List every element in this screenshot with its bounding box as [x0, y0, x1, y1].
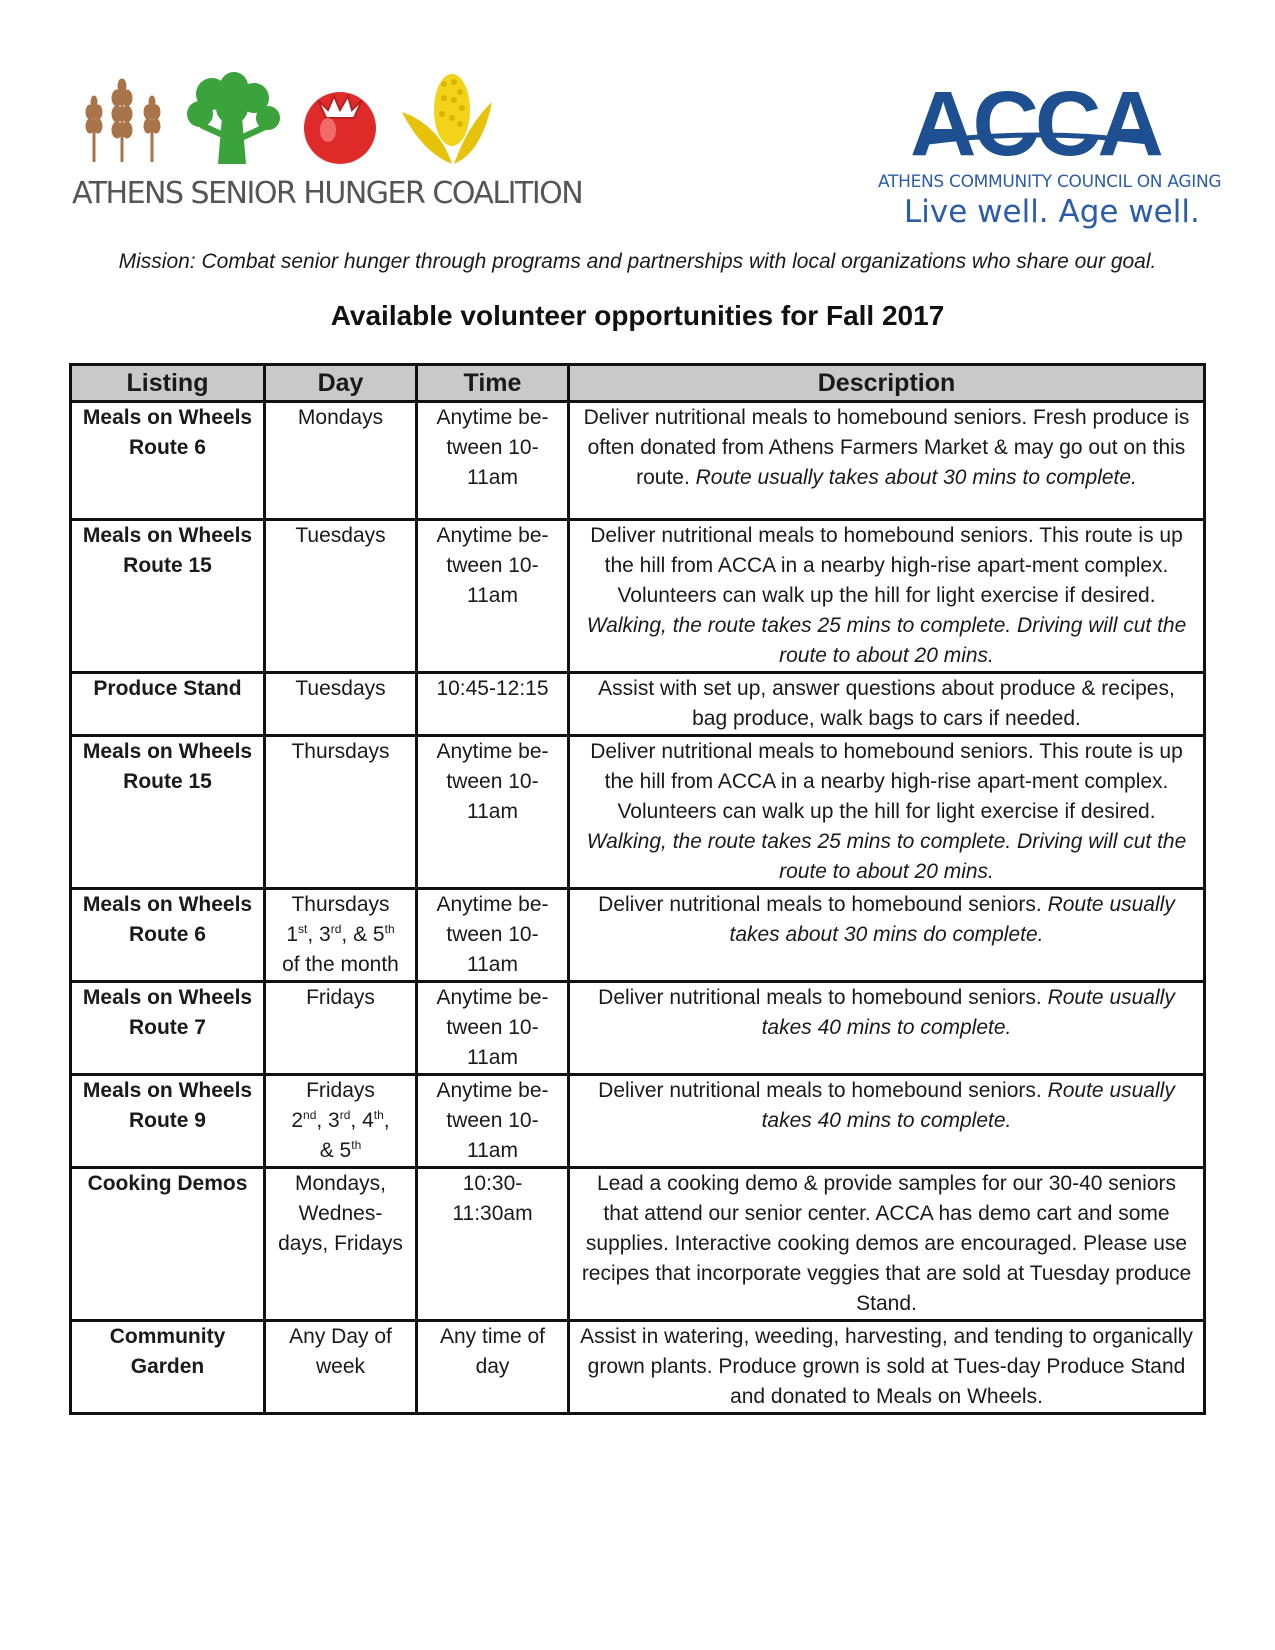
time-cell: Anytime be-tween 10-11am	[417, 402, 569, 520]
ordinal-suffix: rd	[339, 1108, 351, 1122]
athens-senior-hunger-coalition-logo	[72, 72, 583, 212]
description-note: Route usually takes 40 mins to complete.	[761, 986, 1175, 1039]
header-description: Description	[569, 365, 1205, 402]
table-row	[71, 1168, 1205, 1321]
wheat-icon	[86, 79, 160, 162]
listing-cell: Community Garden	[71, 1321, 265, 1414]
description-note: Route usually takes about 30 mins do complete.	[729, 893, 1175, 946]
header-day: Day	[265, 365, 417, 402]
day-cell: Thursdays 1st, 3rd, & 5th of the month	[265, 889, 417, 982]
ordinal-suffix: th	[351, 1138, 362, 1152]
description-cell: Assist with set up, answer questions about produce & recipes, bag produce, walk bags to cars if needed.	[569, 673, 1205, 736]
listing-cell: Cooking Demos	[71, 1168, 265, 1321]
table-row	[71, 673, 1205, 736]
time-cell: Any time of day	[417, 1321, 569, 1414]
time-cell: Anytime be-tween 10-11am	[417, 520, 569, 673]
listing-cell: Meals on Wheels Route 15	[71, 520, 265, 673]
description-cell: Deliver nutritional meals to homebound seniors. Route usually takes 40 mins to complete.	[569, 982, 1205, 1075]
description-cell: Deliver nutritional meals to homebound seniors. Route usually takes 40 mins to complete.	[569, 1075, 1205, 1168]
time-cell: Anytime be-tween 10-11am	[417, 1075, 569, 1168]
description-cell: Deliver nutritional meals to homebound seniors. This route is up the hill from ACCA in a nearby high-rise apart-ment complex. Volunteers can walk up the hill for light exercise if desired. Walking, the route takes 25 mins to complete. Driving will cut the route to about 20 mins.	[569, 520, 1205, 673]
listing-cell: Meals on Wheels Route 15	[71, 736, 265, 889]
listing-cell: Meals on Wheels Route 6	[71, 889, 265, 982]
day-cell: Tuesdays	[265, 673, 417, 736]
description-cell: Assist in watering, weeding, harvesting, and tending to organically grown plants. Produce grown is sold at Tues-day Produce Stand and donated to Meals on Wheels.	[569, 1321, 1205, 1414]
table-row	[71, 982, 1205, 1075]
day-cell: Any Day of week	[265, 1321, 417, 1414]
table-row	[71, 1321, 1205, 1414]
description-note: Route usually takes about 30 mins to complete.	[695, 466, 1137, 489]
table-header-row	[71, 365, 1205, 402]
description-note: Walking, the route takes 25 mins to complete. Driving will cut the route to about 20 mins.	[586, 830, 1187, 883]
table-row	[71, 402, 1205, 520]
time-cell: Anytime be-tween 10-11am	[417, 736, 569, 889]
day-cell: Thursdays	[265, 736, 417, 889]
listing-cell: Meals on Wheels Route 9	[71, 1075, 265, 1168]
description-cell: Deliver nutritional meals to homebound seniors. Fresh produce is often donated from Athens Farmers Market & may go out on this route. Route usually takes about 30 mins to complete.	[569, 402, 1205, 520]
swoosh-icon	[928, 132, 1148, 146]
day-cell: Tuesdays	[265, 520, 417, 673]
time-cell: Anytime be-tween 10-11am	[417, 889, 569, 982]
listing-cell: Meals on Wheels Route 6	[71, 402, 265, 520]
description-cell: Deliver nutritional meals to homebound seniors. This route is up the hill from ACCA in a nearby high-rise apart-ment complex. Volunteers can walk up the hill for light exercise if desired. Walking, the route takes 25 mins to complete. Driving will cut the route to about 20 mins.	[569, 736, 1205, 889]
mission-statement: Mission: Combat senior hunger through programs and partnerships with local organizations who share our goal.	[118, 250, 1157, 273]
table-row	[71, 520, 1205, 673]
broccoli-icon	[187, 72, 280, 164]
day-cell: Fridays	[265, 982, 417, 1075]
header-time: Time	[417, 365, 569, 402]
description-cell: Deliver nutritional meals to homebound seniors. Route usually takes about 30 mins do complete.	[569, 889, 1205, 982]
coalition-name: ATHENS SENIOR HUNGER COALITION	[72, 176, 583, 211]
opportunities-table	[69, 363, 1206, 1415]
day-cell: Mondays	[265, 402, 417, 520]
acca-full-name: ATHENS COMMUNITY COUNCIL ON AGING	[878, 172, 1222, 192]
header-listing: Listing	[71, 365, 265, 402]
time-cell: Anytime be-tween 10-11am	[417, 982, 569, 1075]
time-cell: 10:30-11:30am	[417, 1168, 569, 1321]
listing-cell: Produce Stand	[71, 673, 265, 736]
corn-icon	[402, 74, 492, 164]
table-row	[71, 1075, 1205, 1168]
page-title: Available volunteer opportunities for Fall 2017	[330, 300, 945, 331]
ordinal-suffix: rd	[330, 922, 342, 936]
ordinal-suffix: st	[298, 922, 308, 936]
listing-cell: Meals on Wheels Route 7	[71, 982, 265, 1075]
table-row	[71, 889, 1205, 982]
acca-logo	[868, 73, 1222, 230]
acca-mark: ACCA	[910, 73, 1160, 175]
description-note: Walking, the route takes 25 mins to complete. Driving will cut the route to about 20 mins.	[586, 614, 1187, 667]
time-cell: 10:45-12:15	[417, 673, 569, 736]
day-cell: Mondays, Wednes-days, Fridays	[265, 1168, 417, 1321]
day-cell: Fridays 2nd, 3rd, 4th, & 5th	[265, 1075, 417, 1168]
tomato-icon	[304, 92, 376, 164]
description-cell: Lead a cooking demo & provide samples for our 30-40 seniors that attend our senior center. ACCA has demo cart and some supplies. Interactive cooking demos are encouraged. Please use recipes that incorporate veggies that are sold at Tuesday produce Stand.	[569, 1168, 1205, 1321]
description-note: Route usually takes 40 mins to complete.	[761, 1079, 1175, 1132]
table-row	[71, 736, 1205, 889]
ordinal-suffix: nd	[303, 1108, 317, 1122]
ordinal-suffix: th	[373, 1108, 384, 1122]
acca-tagline: Live well. Age well.	[904, 194, 1200, 230]
ordinal-suffix: th	[384, 922, 395, 936]
